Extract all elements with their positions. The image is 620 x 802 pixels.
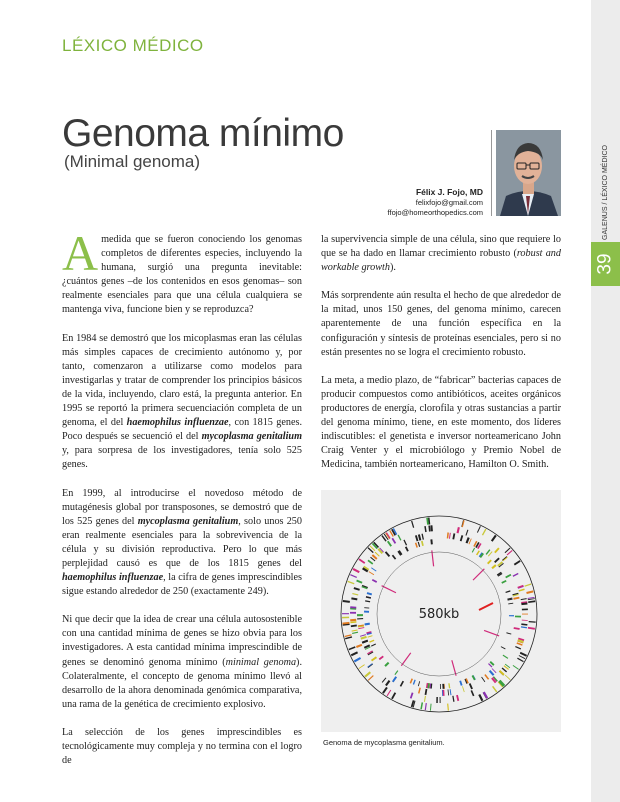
drop-cap: A xyxy=(62,225,99,281)
gene-tick xyxy=(422,541,423,546)
paragraph-5: La selección de los genes imprescindibles es tecnológicamente muy compleja y no termina con el logro de xyxy=(62,726,302,767)
gene-tick xyxy=(428,683,429,688)
side-running-head: GALENUS / LÉXICO MÉDICO xyxy=(602,145,610,240)
gene-tick xyxy=(343,601,350,602)
gene-tick xyxy=(528,601,535,602)
article-subtitle: (Minimal genoma) xyxy=(64,152,201,171)
section-label: LÉXICO MÉDICO xyxy=(62,36,204,55)
gene-tick xyxy=(427,518,428,525)
genome-map xyxy=(321,490,561,732)
gene-tick xyxy=(366,597,371,598)
article-title: Genoma mínimo xyxy=(62,112,344,155)
gene-tick xyxy=(425,689,426,695)
gene-tick xyxy=(431,684,432,689)
paragraph-8: La meta, a medio plazo, de “fabricar” bacterias capaces de producir compuestos como antibióticos, aceites orgánicos productores de energía, clorofila y otras sustancias a partir del genoma mínimo, tiene, en este momento, dos líderes indiscutibles: el genetista e inversor norteamericano John Craig Venter y el microbiólogo y Premio Nobel de Medicina, también norteamericano, Hamilton O. Smith. xyxy=(321,374,561,471)
gene-tick xyxy=(458,527,459,533)
page-number: 39 xyxy=(594,253,616,275)
paragraph-4: Ni que decir que la idea de crear una célula autosostenible con una cantidad mínima de genes se hizo obvia para los investigadores. A esta cantidad mínima imprescindible de genes se denominó genoma mínimo (minimal genoma). Colateralmente, el concepto de genoma mínimo llevó al desarrollo de la ahora denominada genómica comparativa, una rama de la genética de crecimiento explosivo. xyxy=(62,614,302,710)
gene-tick xyxy=(351,598,357,599)
gene-tick xyxy=(365,624,370,625)
gene-tick xyxy=(513,598,519,599)
figure-caption: Genoma de mycoplasma genitalium. xyxy=(323,738,445,747)
gene-tick xyxy=(521,624,527,625)
gene-tick xyxy=(367,593,372,594)
gene-tick xyxy=(449,683,450,688)
genome-size-label: 580kb xyxy=(418,607,460,622)
gene-tick xyxy=(448,704,449,711)
gene-tick xyxy=(342,623,349,624)
author-block xyxy=(300,187,483,218)
gene-tick xyxy=(425,526,426,532)
column-right xyxy=(321,233,561,486)
gene-tick xyxy=(429,526,430,532)
gene-tick xyxy=(431,525,432,531)
gene-tick xyxy=(431,539,432,544)
paragraph-3: En 1999, al introducirse el novedoso método de mutagénesis global por transposones, se demostró que de los 525 genes del mycoplasma genitalium, solo unos 250 eran realmente esenciales para la sobrevivencia de la célula y su división reproductiva. Pero lo que más perplejidad causó es que de los 1815 genes del haemophilus influenzae, la cifra de genes imprescindibles sigue estando alrededor de 250 (exactamente 249). xyxy=(62,487,302,598)
gene-tick xyxy=(419,535,420,541)
paragraph-2: En 1984 se demostró que los micoplasmas eran las células más simples capaces de crecimiento autónomo y, por tanto, comenzaron a utilizarse como modelos para investigarlas y tratar de comprender los principios básicos de la vida, incluyendo, claro está, la pregunta anterior. En 1995 se reportó la primera secuenciación completa de un genoma, el del haemophilus influenzae, con 1815 genes. Poco después se secuenció el del mycoplasma genitalium y, para sorpresa de los investigadores, tenía solo 525 genes. xyxy=(62,332,302,471)
gene-tick xyxy=(430,704,431,711)
gene-tick xyxy=(514,628,520,629)
column-left xyxy=(62,225,302,782)
author-divider xyxy=(491,130,492,216)
gene-tick xyxy=(351,625,357,626)
author-email-2[interactable]: ffojo@homeorthopedics.com xyxy=(387,208,483,217)
gene-tick xyxy=(457,695,458,701)
gene-tick xyxy=(453,533,454,539)
gene-tick xyxy=(365,601,370,602)
gene-tick xyxy=(521,603,527,604)
author-email-1[interactable]: felixfojo@gmail.com xyxy=(415,198,483,207)
gene-tick xyxy=(528,628,535,629)
side-bar xyxy=(591,0,620,802)
gene-tick xyxy=(529,622,536,623)
author-photo xyxy=(496,130,561,216)
genome-map-figure xyxy=(321,490,561,732)
paragraph-1: Amedida que se fueron conociendo los genomas completos de diferentes especies, incluyendo la humana, surgió una pregunta inevitable: ¿cuántos genes –de los contenidos en esos genomas– son realmente esenciales para que una célula cualquiera se mantenga viva, funcione bien y se reproduzca? xyxy=(62,225,302,316)
author-name: Félix J. Fojo, MD xyxy=(415,187,483,197)
gene-tick xyxy=(350,622,356,623)
gene-tick xyxy=(447,533,448,539)
paragraph-6: la supervivencia simple de una célula, sino que requiere lo que se ha dado en llamar crecimiento robusto (robust and workable growth). xyxy=(321,234,561,274)
paragraph-7: Más sorprendente aún resulta el hecho de que alrededor de la mitad, unos 150 genes, del genoma mínimo, carecen aparentemente de una función específica en la configuración y síntesis de proteínas esenciales, pero si no están presentes no se logra el crecimiento robusto. xyxy=(321,290,561,358)
